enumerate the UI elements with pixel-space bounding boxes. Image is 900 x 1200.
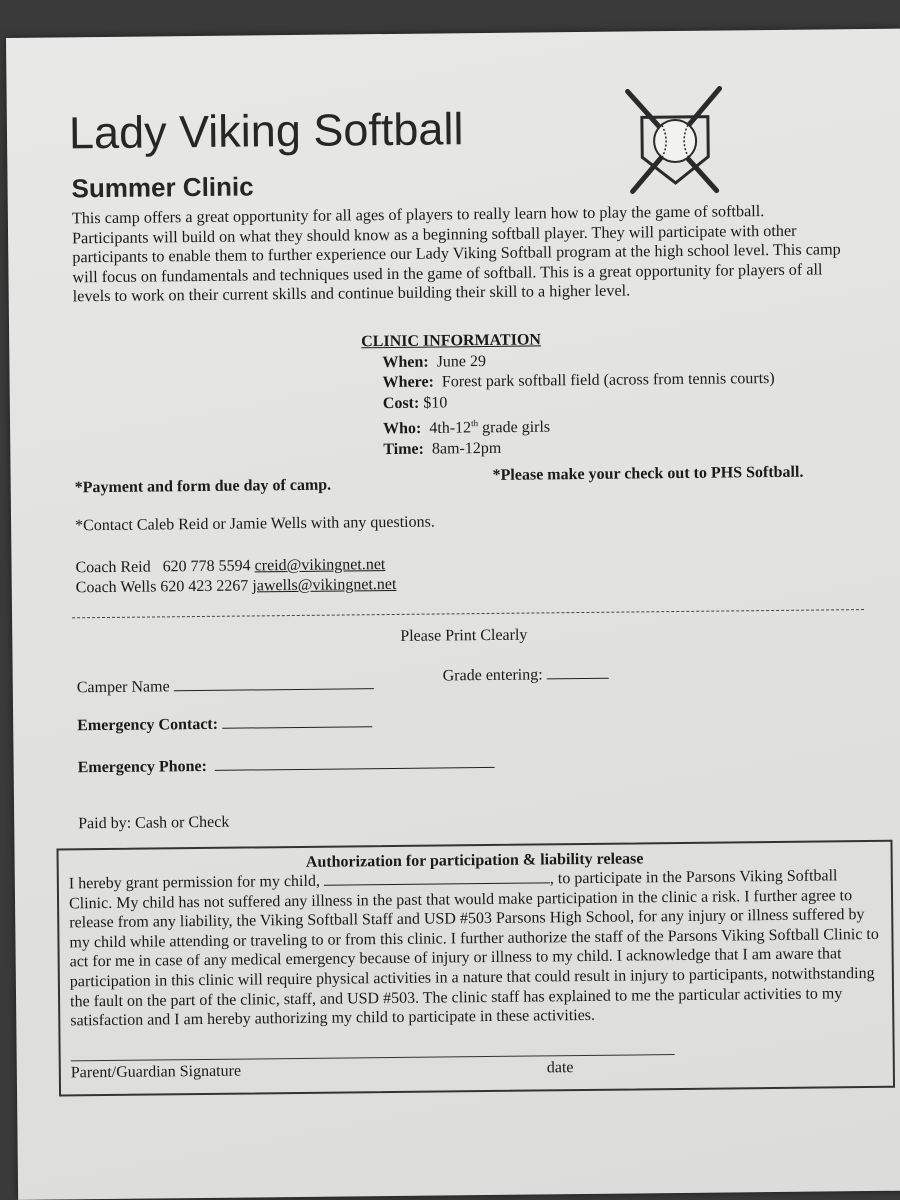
clinic-where-row	[383, 369, 775, 394]
who-value-rest: grade girls	[478, 418, 551, 437]
page-subtitle: Summer Clinic	[71, 171, 254, 204]
paid-by-note: Paid by: Cash or Check	[78, 813, 230, 833]
time-value: 8am-12pm	[431, 439, 502, 458]
release-title: Authorization for participation & liability release	[305, 850, 644, 871]
camper-name-field[interactable]	[77, 674, 374, 697]
softball-bats-home-plate-icon	[619, 78, 730, 199]
where-value: Forest park softball field (across from tennis courts)	[441, 369, 775, 391]
emergency-contact-label: Emergency Contact:	[77, 715, 219, 735]
print-clearly-note: Please Print Clearly	[400, 626, 528, 645]
clinic-heading: CLINIC INFORMATION	[361, 331, 541, 351]
child-name-blank[interactable]	[324, 869, 550, 885]
signature-label: Parent/Guardian Signature	[70, 1062, 242, 1082]
emergency-contact-field[interactable]	[77, 712, 372, 735]
clinic-information	[361, 328, 775, 461]
intro-paragraph: This camp offers a great opportunity for all ages of players to really learn how to play the game of softball. Participants will build on what they should know as a beginning softball player. They will participate with other participants to enable them to further experience our Lady Viking Softball program at the high school level. This camp will focus on fundamentals and techniques used in the game of softball. This is a great opportunity for players of all levels to work on their current skills and continue building their skill to a higher level.	[71, 202, 841, 306]
emergency-phone-label: Emergency Phone:	[77, 757, 208, 777]
page-title: Lady Viking Softball	[68, 103, 464, 159]
release-body-start: I hereby grant permission for my child,	[68, 872, 324, 893]
emergency-contact-blank[interactable]	[222, 712, 372, 729]
where-label: Where:	[382, 373, 434, 392]
when-value: June 29	[436, 352, 487, 371]
release-body-rest: , to participate in the Parsons Viking Softball Clinic. My child has not suffered any illness in the past that would make participation in the clinic a risk. I further agree to release from any liability, the Viking Softball Staff and USD #503 Parsons High School, for any injury or illness suffered by my child while attending or traveling to or from this clinic. I further authorize the staff of the Parsons Viking Softball Clinic to act for me in case of any medical emergency because of injury or illness to my child. I acknowledge that I am aware that participation in this clinic will require physical activities in a nature that could result in injury to participants, notwithstanding the fault on the part of the clinic, staff, and USD #503. The clinic staff has explained to me the particular activities to my satisfaction and I am hereby authorizing my child to participate in these activities.	[68, 867, 879, 1030]
signature-line[interactable]	[71, 1054, 675, 1061]
cost-label: Cost:	[382, 394, 420, 412]
cost-value: $10	[423, 393, 448, 412]
contact-note: *Contact Caleb Reid or Jamie Wells with any questions.	[75, 513, 435, 535]
coach-phone: 620 778 5594	[162, 557, 251, 576]
coach-wells-line	[76, 576, 397, 597]
payment-note: *Payment and form due day of camp.	[74, 476, 332, 497]
grade-entering-blank[interactable]	[547, 664, 609, 680]
grade-entering-field[interactable]	[443, 664, 609, 686]
who-value-sup: th	[471, 418, 479, 429]
camper-name-blank[interactable]	[174, 674, 374, 691]
check-note: *Please make your check out to PHS Softball.	[492, 463, 804, 484]
coach-email-link[interactable]: creid@vikingnet.net	[254, 556, 386, 575]
coach-reid-line	[75, 556, 385, 577]
who-label: Who:	[383, 420, 422, 438]
when-label: When:	[382, 353, 429, 371]
who-value: 4th-12	[429, 419, 472, 437]
coach-email-link[interactable]: jawells@vikingnet.net	[252, 575, 397, 595]
paper-sheet	[6, 29, 900, 1200]
grade-entering-label: Grade entering:	[442, 666, 543, 685]
coach-phone: 620 423 2267	[160, 577, 249, 596]
liability-release-box	[56, 840, 895, 1097]
coach-name: Coach Wells	[75, 578, 157, 597]
release-body	[69, 866, 883, 1031]
coach-name: Coach Reid	[75, 558, 151, 577]
emergency-phone-blank[interactable]	[215, 753, 495, 771]
time-label: Time:	[383, 440, 425, 458]
emergency-phone-field[interactable]	[78, 753, 495, 777]
camper-name-label: Camper Name	[76, 678, 170, 697]
clinic-time-row	[383, 436, 775, 461]
date-label: date	[546, 1059, 574, 1077]
cut-line-divider	[72, 609, 864, 618]
